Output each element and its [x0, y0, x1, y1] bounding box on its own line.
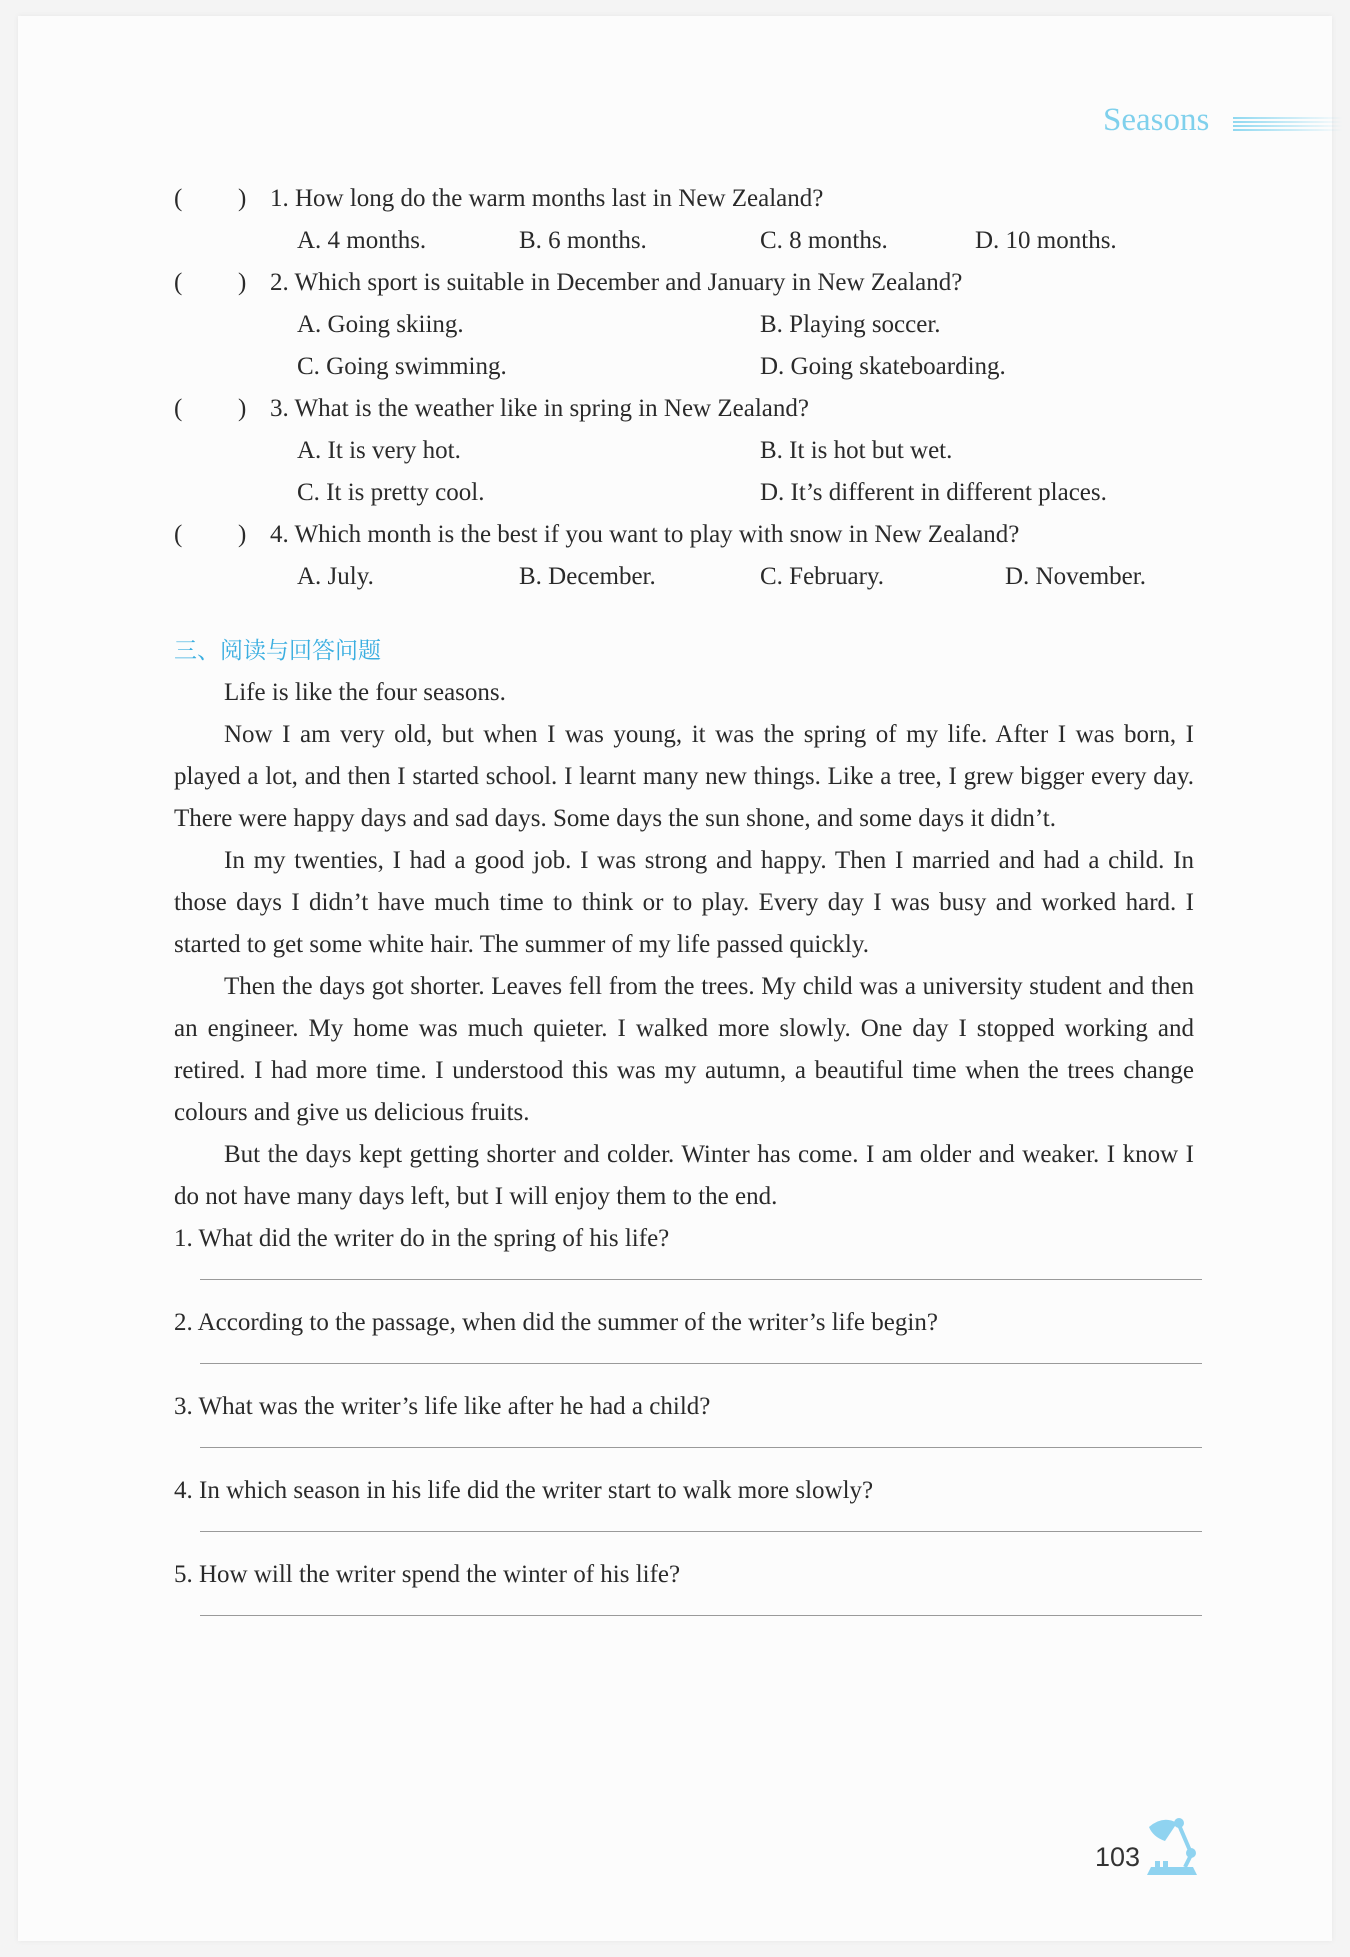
answer-questions: [174, 1218, 1194, 1638]
option-b[interactable]: B. It is hot but wet.: [760, 437, 953, 464]
question-text: 3. What was the writer’s life like after he had a child?: [174, 1393, 711, 1420]
option-a[interactable]: A. 4 months.: [297, 227, 427, 254]
passage-paragraph: Now I am very old, but when I was young, it was the spring of my life. After I was born, I played a lot, and then I started school. I learnt many new things. Like a tree, I grew bigger every day. There were happy days and sad days. Some days the sun shone, and some days it didn’t.: [174, 721, 1194, 832]
answer-bracket-open[interactable]: (: [174, 395, 183, 422]
option-a[interactable]: A. July.: [297, 563, 374, 590]
passage-paragraph: Life is like the four seasons.: [224, 679, 506, 706]
passage-paragraph: Then the days got shorter. Leaves fell from the trees. My child was a university student and then an engineer. My home was much quieter. I walked more slowly. One day I stopped working and retired. I had more time. I understood this was my autumn, a beautiful time when the trees change colours and give us delicious fruits.: [174, 973, 1194, 1126]
answer-line[interactable]: [174, 1344, 1194, 1386]
question-text: 3. What is the weather like in spring in New Zealand?: [270, 395, 809, 422]
option-c[interactable]: C. Going swimming.: [297, 353, 507, 380]
options-row: [174, 472, 1194, 514]
options-row: [174, 346, 1194, 388]
reading-passage: [174, 672, 1194, 1218]
option-b[interactable]: B. 6 months.: [519, 227, 647, 254]
answer-bracket-open[interactable]: (: [174, 521, 183, 548]
answer-bracket-close: ): [238, 521, 247, 548]
option-c[interactable]: C. 8 months.: [760, 227, 888, 254]
passage-paragraph: But the days kept getting shorter and colder. Winter has come. I am older and weaker. I know I do not have many days left, but I will enjoy them to the end.: [174, 1141, 1194, 1210]
answer-line-rule: [200, 1615, 1202, 1616]
option-b[interactable]: B. Playing soccer.: [760, 311, 941, 338]
answer-line[interactable]: [174, 1428, 1194, 1470]
option-d[interactable]: D. It’s different in different places.: [760, 479, 1107, 506]
question-text: 1. How long do the warm months last in New Zealand?: [270, 185, 824, 212]
answer-bracket-open[interactable]: (: [174, 269, 183, 296]
header-stripes-decoration: [1233, 117, 1343, 133]
question-text: 1. What did the writer do in the spring of his life?: [174, 1225, 670, 1252]
answer-line[interactable]: [174, 1260, 1194, 1302]
options-row: [174, 430, 1194, 472]
answer-bracket-open[interactable]: (: [174, 185, 183, 212]
option-b[interactable]: B. December.: [519, 563, 656, 590]
option-a[interactable]: A. It is very hot.: [297, 437, 461, 464]
page-content: [174, 178, 1194, 1638]
option-c[interactable]: C. February.: [760, 563, 885, 590]
answer-line-rule: [200, 1531, 1202, 1532]
page-header-title: Seasons: [1103, 102, 1210, 138]
option-d[interactable]: D. November.: [1005, 563, 1146, 590]
question-row: [174, 514, 1194, 556]
passage-paragraph: In my twenties, I had a good job. I was strong and happy. Then I married and had a child. In those days I didn’t have much time to think or to play. Every day I was busy and worked hard. I started to get some white hair. The summer of my life passed quickly.: [174, 847, 1194, 958]
option-c[interactable]: C. It is pretty cool.: [297, 479, 485, 506]
multiple-choice-section: [174, 178, 1194, 598]
answer-bracket-close: ): [238, 269, 247, 296]
question-text: 4. In which season in his life did the writer start to walk more slowly?: [174, 1477, 874, 1504]
question-text: 2. Which sport is suitable in December and January in New Zealand?: [270, 269, 963, 296]
section-heading: 三、阅读与回答问题: [174, 638, 381, 664]
question-text: 5. How will the writer spend the winter of his life?: [174, 1561, 681, 1588]
question-row: [174, 178, 1194, 220]
options-row: [174, 556, 1194, 598]
options-row: [174, 220, 1194, 262]
answer-line-rule: [200, 1363, 1202, 1364]
question-text: 2. According to the passage, when did the summer of the writer’s life begin?: [174, 1309, 938, 1336]
answer-line-rule: [200, 1447, 1202, 1448]
question-text: 4. Which month is the best if you want to play with snow in New Zealand?: [270, 521, 1020, 548]
option-d[interactable]: D. 10 months.: [975, 227, 1117, 254]
option-d[interactable]: D. Going skateboarding.: [760, 353, 1006, 380]
option-a[interactable]: A. Going skiing.: [297, 311, 464, 338]
question-row: [174, 388, 1194, 430]
answer-line[interactable]: [174, 1596, 1194, 1638]
options-row: [174, 304, 1194, 346]
page-number: 103: [1095, 1842, 1141, 1872]
answer-line[interactable]: [174, 1512, 1194, 1554]
desk-lamp-icon: [1143, 1815, 1201, 1877]
answer-line-rule: [200, 1279, 1202, 1280]
answer-bracket-close: ): [238, 395, 247, 422]
question-row: [174, 262, 1194, 304]
answer-bracket-close: ): [238, 185, 247, 212]
